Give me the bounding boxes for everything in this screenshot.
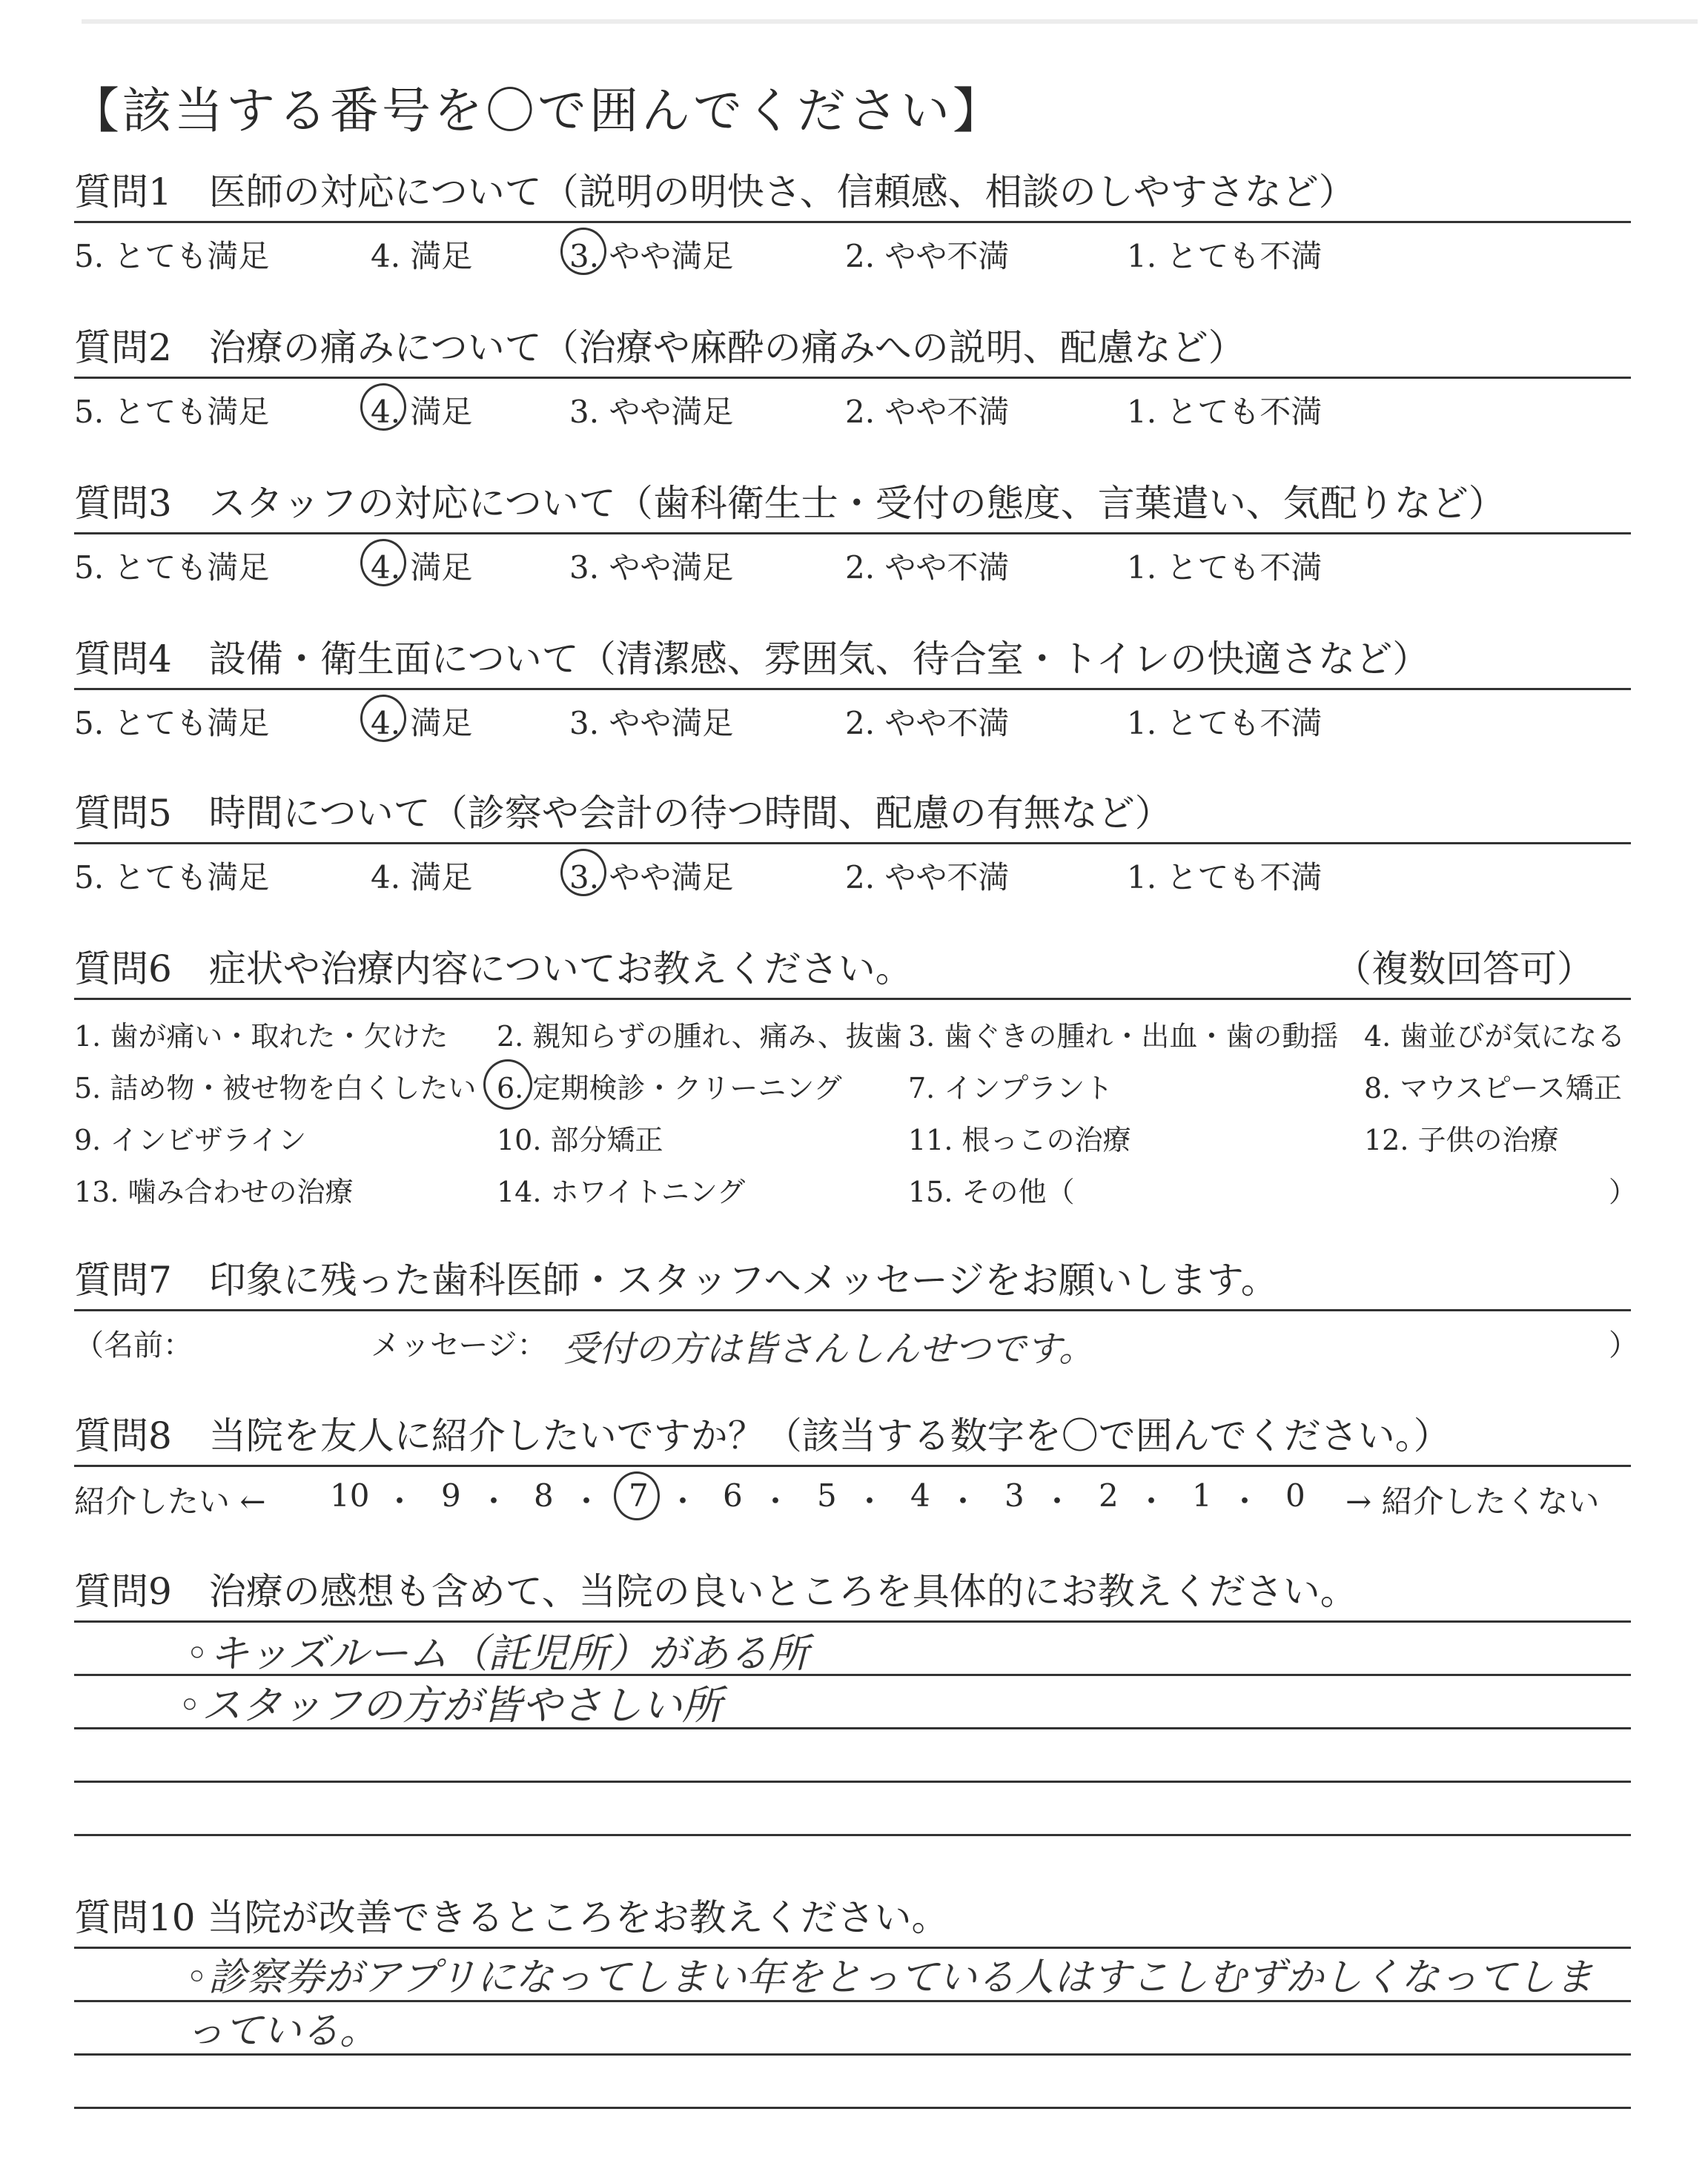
question-4 <box>74 630 1631 749</box>
handwritten-message[interactable]: 受付の方は皆さんしんせつです。 <box>563 1328 1095 1370</box>
scale-value[interactable]: 9 <box>441 1477 461 1514</box>
scale-dot: ・ <box>667 1483 699 1520</box>
answer-line <box>74 1947 1631 1949</box>
answer-lines <box>74 1947 1631 2169</box>
rating-options <box>74 690 1631 749</box>
other-close-paren: ） <box>1609 1176 1638 1208</box>
scale-value[interactable]: 7 <box>629 1477 649 1514</box>
question-9 <box>74 1563 1631 1902</box>
rating-option-5[interactable]: 5. とても満足 <box>74 549 270 586</box>
selection-circle <box>560 228 606 275</box>
rating-option-2[interactable]: 2. やや不満 <box>845 705 1010 741</box>
rating-option-4[interactable]: 4. 満足 <box>371 705 473 741</box>
rating-options <box>74 223 1631 282</box>
scale-dot: ・ <box>1136 1483 1168 1520</box>
answer-line <box>74 1834 1631 1836</box>
rating-options <box>74 379 1631 438</box>
rating-option-1[interactable]: 1. とても不満 <box>1127 394 1323 430</box>
question-10 <box>74 1889 1631 2169</box>
scale-value[interactable]: 8 <box>534 1477 554 1514</box>
scale-dot: ・ <box>1042 1483 1073 1520</box>
question-7-title: 質問7 印象に残った歯科医師・スタッフへメッセージをお願いします。 <box>74 1259 1278 1302</box>
selection-circle <box>360 539 406 586</box>
multiple-answers-note: （複数回答可） <box>1334 947 1594 990</box>
scale-left-label: 紹介したい ← <box>74 1483 266 1520</box>
name-label: （名前： <box>74 1328 193 1362</box>
page-title: 【該当する番号を〇で囲んでください】 <box>70 82 1004 139</box>
rating-option-5[interactable]: 5. とても満足 <box>74 238 270 274</box>
symptom-item[interactable]: 14. ホワイトニング <box>497 1176 746 1208</box>
scale-dot: ・ <box>854 1483 886 1520</box>
selection-circle <box>560 849 606 896</box>
question-2-title: 質問2 治療の痛みについて（治療や麻酔の痛みへの説明、配慮など） <box>74 326 1245 369</box>
scale-value[interactable]: 10 <box>330 1477 370 1514</box>
rating-option-5[interactable]: 5. とても満足 <box>74 705 270 741</box>
selection-circle <box>614 1471 660 1520</box>
scale-dot: ・ <box>478 1483 510 1520</box>
message-row <box>74 1311 1638 1371</box>
rating-option-3[interactable]: 3. やや満足 <box>569 705 734 741</box>
rating-option-3[interactable]: 3. やや満足 <box>569 549 734 586</box>
symptom-item[interactable]: 1. 歯が痛い・取れた・欠けた <box>74 1020 448 1053</box>
rating-option-2[interactable]: 2. やや不満 <box>845 394 1010 430</box>
question-6-title <box>74 940 1631 998</box>
scale-dot: ・ <box>1229 1483 1261 1520</box>
answer-line <box>74 1781 1631 1783</box>
scale-right-label: → 紹介したくない <box>1345 1483 1600 1520</box>
symptom-item[interactable]: 11. 根っこの治療 <box>908 1124 1131 1156</box>
rating-option-1[interactable]: 1. とても不満 <box>1127 705 1323 741</box>
symptom-item[interactable]: 13. 噛み合わせの治療 <box>74 1176 354 1208</box>
scan-edge <box>82 19 1698 24</box>
rating-options <box>74 534 1631 594</box>
rating-option-2[interactable]: 2. やや不満 <box>845 859 1010 895</box>
symptom-item[interactable]: 10. 部分矯正 <box>497 1124 663 1156</box>
handwritten-answer-1[interactable]: ◦キッズルーム（託児所）がある所 <box>185 1630 809 1677</box>
rating-option-2[interactable]: 2. やや不満 <box>845 549 1010 586</box>
question-1-title: 質問1 医師の対応について（説明の明快さ、信頼感、相談のしやすさなど） <box>74 170 1356 213</box>
scale-dot: ・ <box>384 1483 416 1520</box>
symptom-item[interactable]: 5. 詰め物・被せ物を白くしたい <box>74 1072 477 1105</box>
rating-option-3[interactable]: 3. やや満足 <box>569 238 734 274</box>
rating-option-4[interactable]: 4. 満足 <box>371 238 473 274</box>
question-8 <box>74 1407 1631 1526</box>
scale-value[interactable]: 3 <box>1004 1477 1025 1514</box>
rating-option-5[interactable]: 5. とても満足 <box>74 394 270 430</box>
rating-option-1[interactable]: 1. とても不満 <box>1127 549 1323 586</box>
rating-option-4[interactable]: 4. 満足 <box>371 859 473 895</box>
question-2 <box>74 319 1631 438</box>
rating-option-4[interactable]: 4. 満足 <box>371 549 473 586</box>
symptom-item[interactable]: 2. 親知らずの腫れ、痛み、抜歯 <box>497 1020 902 1053</box>
symptom-item[interactable]: 15. その他（ <box>908 1176 1075 1208</box>
question-1 <box>74 163 1631 282</box>
rating-option-4[interactable]: 4. 満足 <box>371 394 473 430</box>
selection-circle <box>360 383 406 431</box>
question-8-title: 質問8 当院を友人に紹介したいですか？（該当する数字を〇で囲んでください。） <box>74 1414 1451 1457</box>
scale-value[interactable]: 4 <box>910 1477 930 1514</box>
rating-option-3[interactable]: 3. やや満足 <box>569 394 734 430</box>
scale-value[interactable]: 1 <box>1192 1477 1212 1514</box>
answer-line <box>74 2107 1631 2109</box>
scale-dot: ・ <box>760 1483 792 1520</box>
question-9-title: 質問9 治療の感想も含めて、当院の良いところを具体的にお教えください。 <box>74 1570 1357 1613</box>
handwritten-improvement[interactable]: ◦診察券がアプリになってしまい年をとっている人はすこしむずかしくなってしまっている。 <box>185 1956 1594 2053</box>
symptom-item[interactable]: 6. 定期検診・クリーニング <box>497 1072 842 1105</box>
rating-option-1[interactable]: 1. とても不満 <box>1127 859 1323 895</box>
scale-value[interactable]: 6 <box>723 1477 743 1514</box>
selection-circle <box>360 695 406 742</box>
question-5-title: 質問5 時間について（診察や会計の待つ時間、配慮の有無など） <box>74 792 1172 835</box>
scale-value[interactable]: 2 <box>1099 1477 1119 1514</box>
rating-option-1[interactable]: 1. とても不満 <box>1127 238 1323 274</box>
message-close-paren: ） <box>1609 1328 1638 1362</box>
question-6-label: 質問6 症状や治療内容についてお教えください。 <box>74 947 913 990</box>
rating-option-5[interactable]: 5. とても満足 <box>74 859 270 895</box>
scale-value[interactable]: 0 <box>1285 1477 1305 1514</box>
question-6 <box>74 940 1638 1222</box>
question-5 <box>74 784 1631 904</box>
message-label: メッセージ： <box>371 1328 547 1362</box>
rating-option-3[interactable]: 3. やや満足 <box>569 859 734 895</box>
symptom-item[interactable]: 8. マウスピース矯正 <box>1364 1072 1622 1105</box>
scale-dot: ・ <box>571 1483 603 1520</box>
answer-lines <box>74 1620 1631 1902</box>
scale-value[interactable]: 5 <box>817 1477 837 1514</box>
symptom-item[interactable]: 12. 子供の治療 <box>1364 1124 1559 1156</box>
question-3-title: 質問3 スタッフの対応について（歯科衛生士・受付の態度、言葉遣い、気配りなど） <box>74 482 1506 525</box>
symptom-item[interactable]: 3. 歯ぐきの腫れ・出血・歯の動揺 <box>908 1020 1339 1053</box>
question-3 <box>74 474 1631 594</box>
question-4-title: 質問4 設備・衛生面について（清潔感、雰囲気、待合室・トイレの快適さなど） <box>74 638 1430 680</box>
handwritten-answer-2[interactable]: ◦スタッフの方が皆やさしい所 <box>178 1682 722 1729</box>
symptom-list <box>74 1000 1638 1222</box>
scale-dot: ・ <box>947 1483 979 1520</box>
symptom-item[interactable]: 9. インビザライン <box>74 1124 307 1156</box>
question-7 <box>74 1251 1638 1371</box>
rating-option-2[interactable]: 2. やや不満 <box>845 238 1010 274</box>
selection-circle <box>483 1059 532 1110</box>
symptom-item[interactable]: 4. 歯並びが気になる <box>1364 1020 1626 1053</box>
symptom-item[interactable]: 7. インプラント <box>908 1072 1113 1105</box>
rating-options <box>74 844 1631 904</box>
question-10-title: 質問10 当院が改善できるところをお教えください。 <box>74 1896 949 1939</box>
recommend-scale <box>74 1467 1631 1526</box>
